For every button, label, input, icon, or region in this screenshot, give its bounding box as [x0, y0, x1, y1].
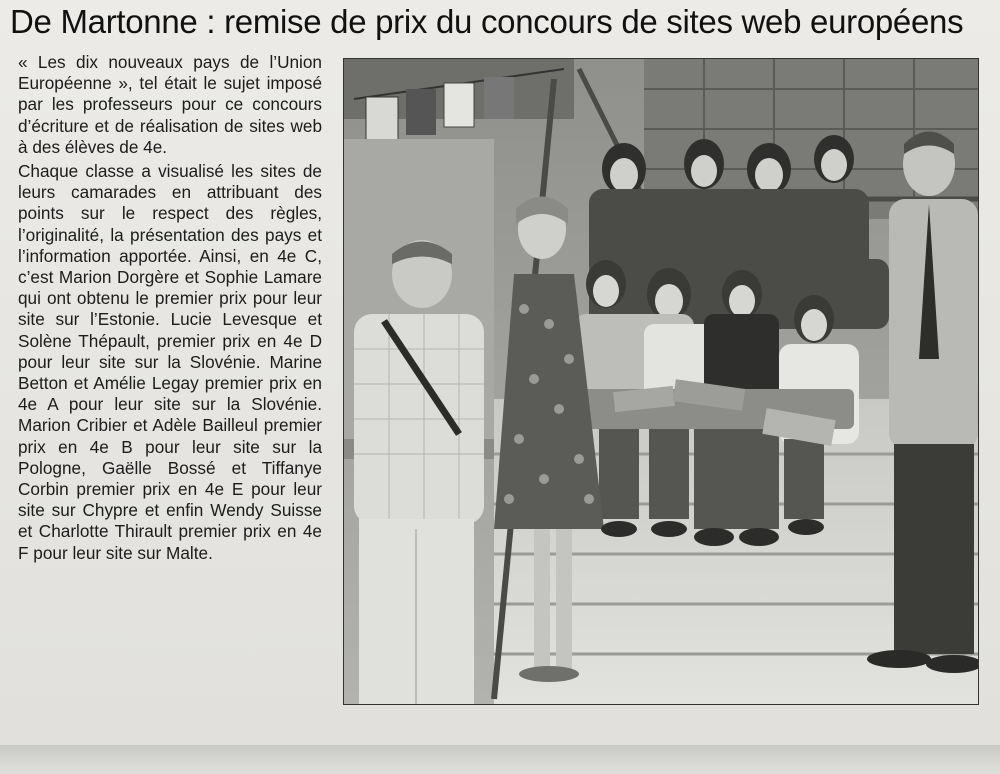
- article-body: [18, 52, 322, 564]
- headline: De Martonne : remise de prix du concours de sites web européens: [10, 3, 964, 40]
- page-edge: [0, 745, 1000, 774]
- article-paragraph-2: Chaque classe a visualisé les sites de leurs camarades en attribuant des points sur le respect des règles, l’originalité, la présentation des pays et l’information apportée. Ainsi, en 4e C, c’est Marion Dorgère et Sophie Lamare qui ont obtenu le premier prix pour leur site sur l’Estonie. Lucie Levesque et Solène Thépault, premier prix en 4e D pour leur site sur la Slovénie. Marine Betton et Amélie Legay premier prix en 4e A pour leur site sur la Slovénie. Marion Cribier et Adèle Bailleul premier prix en 4e B pour leur site sur la Pologne, Gaëlle Bossé et Tiffanye Corbin premier prix en 4e E pour leur site sur Chypre et enfin Wendy Suisse et Charlotte Thirault premier prix en 4e F pour leur site sur Malte.: [18, 161, 322, 563]
- group-photo-image: [344, 59, 978, 704]
- group-photo: [343, 58, 979, 705]
- article-paragraph-1: « Les dix nouveaux pays de l’Union Européenne », tel était le sujet imposé par les professeurs pour ce concours d’écriture et de réalisation de sites web à des élèves de 4e.: [18, 52, 322, 157]
